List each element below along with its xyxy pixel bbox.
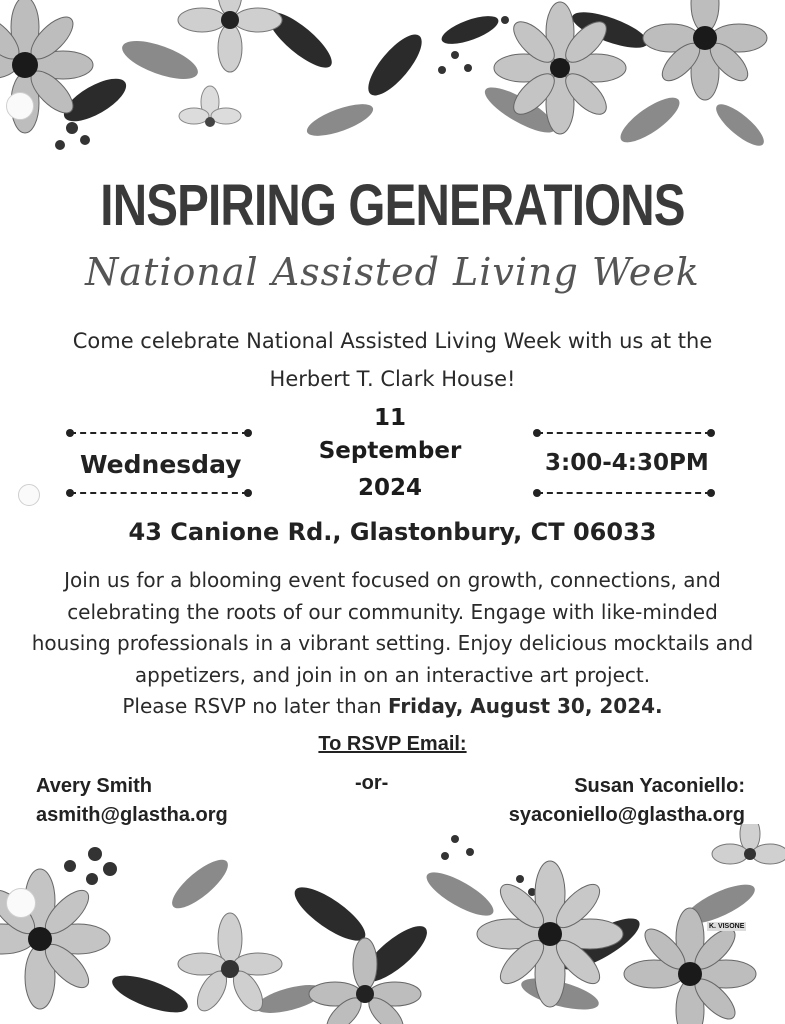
- event-date-day: 11: [373, 405, 406, 431]
- flyer-title: INSPIRING GENERATIONS: [100, 173, 685, 238]
- event-time: 3:00-4:30PM: [545, 450, 709, 476]
- event-date-year: 2024: [357, 475, 422, 501]
- binder-hole: [6, 92, 34, 120]
- contact-name: Avery Smith: [36, 775, 152, 797]
- rsvp-deadline-prefix: Please RSVP no later than: [122, 694, 382, 718]
- contact-susan: [509, 772, 745, 830]
- bottom-floral-border: [0, 824, 785, 1024]
- binder-hole: [18, 484, 40, 506]
- contact-separator: -or-: [355, 772, 389, 794]
- rsvp-heading: To RSVP Email:: [318, 733, 467, 755]
- event-date-month: September: [318, 438, 462, 464]
- divider-bottom-left: [70, 492, 248, 496]
- contact-avery: [36, 772, 228, 830]
- top-floral-border: [0, 0, 785, 180]
- contact-email-link[interactable]: asmith@glastha.org: [36, 804, 228, 826]
- description-text: Join us for a blooming event focused on growth, connections, and celebrating the roots of our community. Engage with like-minded housing professionals in a vibrant setting. Enjoy delicious mocktails and appetizers, and join in on an interactive art project.: [31, 568, 754, 687]
- divider-top-right: [537, 432, 711, 436]
- event-date-block: [0, 405, 785, 515]
- event-day: Wednesday: [80, 450, 242, 479]
- rsvp-deadline: Friday, August 30, 2024.: [387, 694, 663, 718]
- divider-bottom-right: [537, 492, 711, 496]
- event-description: [30, 565, 755, 723]
- event-address: 43 Canione Rd., Glastonbury, CT 06033: [128, 518, 657, 546]
- binder-hole: [6, 888, 36, 918]
- artist-credit: K. VISONE: [709, 923, 745, 930]
- intro-text: Come celebrate National Assisted Living Week with us at the Herbert T. Clark House!: [72, 329, 713, 391]
- flyer-subtitle: National Assisted Living Week: [85, 250, 700, 294]
- contact-email-link[interactable]: syaconiello@glastha.org: [508, 804, 745, 826]
- divider-top-left: [70, 432, 248, 436]
- contact-name: Susan Yaconiello:: [574, 775, 745, 797]
